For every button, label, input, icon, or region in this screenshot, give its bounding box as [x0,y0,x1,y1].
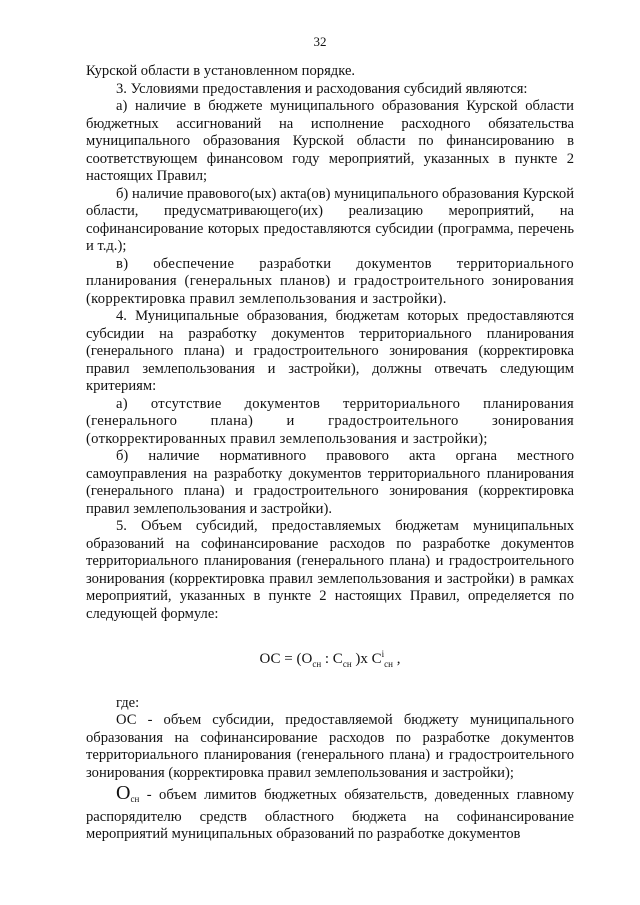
formula [86,646,574,674]
formula-part: : С [321,651,343,667]
formula-subscript: сн [312,659,322,669]
paragraph: б) наличие правового(ых) акта(ов) муниципального образования Курской области, предусматривающего(их) реализацию мероприятий, на софинансирование которых предоставляются субсидии (программа, перечень и т.д.); [86,185,574,254]
symbol-o: О [116,782,131,804]
paragraph [86,782,574,844]
paragraph: 5. Объем субсидий, предоставляемых бюджетам муниципальных образований на софинансирование расходов по разработке документов территориального планирования (генерального плана) и градостроительного зонирования (корректировка правил землепользования и застройки) в рамках мероприятий, указанных в пункте 2 настоящих Правил, определяется по следующей формуле: [86,518,574,622]
paragraph: 3. Условиями предоставления и расходования субсидий являются: [116,80,528,97]
formula-part: )х С [351,651,382,667]
paragraph: 4. Муниципальные образования, бюджетам которых предоставляются субсидии на разработку документов территориального планирования (генерального плана) и градостроительного зонирования (корректировка правил землепользования и застройки), должны отвечать следующим критериям: [86,308,574,394]
paragraph: а) наличие в бюджете муниципального образования Курской области бюджетных ассигнований на исполнение расходного обязательства муниципального образования Курской области по финансированию в соответствующем финансовом году мероприятий, указанных в пункте 2 настоящих Правил; [86,98,574,184]
symbol-o-subscript: сн [130,794,140,804]
formula-subscript: сн [384,659,393,669]
paragraph: Курской области в установленном порядке. [86,63,356,79]
paragraph-text: - объем лимитов бюджетных обязательств, доведенных главному распорядителю средств областного бюджета на софинансирование мероприятий муниципальных образований по разработке документов [86,787,574,842]
page-number: 32 [313,34,327,49]
formula-part: ОС = (О [259,651,313,667]
formula-superscript: i [381,649,385,659]
formula-subscript: сн [342,659,352,669]
paragraph: в) обеспечение разработки документов территориального планирования (генеральных планов) и градостроительного зонирования (корректировка правил землепользования и застройки). [86,255,574,307]
paragraph: ОС - объем субсидии, предоставляемой бюджету муниципального образования на софинансирование расходов по разработке документов территориального планирования (генерального плана) и градостроительного зонирования (корректировка правил землепользования и застройки); [86,712,574,781]
document-body [86,63,574,844]
paragraph: б) наличие нормативного правового акта органа местного самоуправления на разработку документов территориального планирования (генерального плана) и градостроительного зонирования (корректировка правил землепользования и застройки). [86,448,574,517]
formula-part: , [392,651,401,667]
where-label: где: [116,694,140,711]
paragraph: а) отсутствие документов территориального планирования (генерального плана) и градостроительного зонирования (откорректированных правил землепользования и застройки); [86,395,574,447]
